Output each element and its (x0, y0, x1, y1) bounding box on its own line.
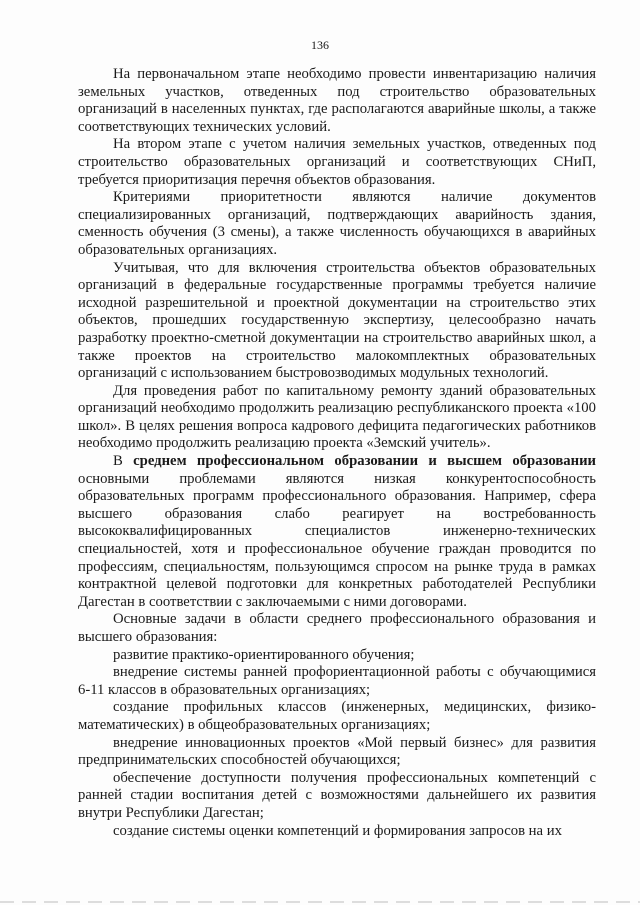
paragraph-federal-programs: Учитывая, что для включения строительства объектов образовательных организаций в федеральные государственные программы требуется наличие исходной разрешительной и проектной документации на строительство этих объектов, прошедших государственную экспертизу, целесообразно начать разработку проектно-сметной документации на строительство аварийных школ, а также проектов на строительство малокомплектных образовательных организаций с использованием быстровозводимых модульных технологий. (78, 259, 596, 382)
paragraph-capital-repair: Для проведения работ по капитальному ремонту зданий образовательных организаций необходимо продолжить реализацию республиканского проекта «100 школ». В целях решения вопроса кадрового дефицита педагогических работников необходимо продолжить реализацию проекта «Земский учитель». (78, 382, 596, 452)
document-body (78, 66, 596, 840)
task-item: создание профильных классов (инженерных, медицинских, физико-математических) в общеобразовательных организациях; (78, 699, 596, 733)
paragraph-bold-term: среднем профессиональном образовании и высшем образовании (133, 453, 597, 470)
paragraph-lead: В (113, 453, 134, 470)
task-item: обеспечение доступности получения профессиональных компетенций с ранней стадии воспитания детей с возможностями дальнейшего их развития внутри Республики Дагестан; (78, 769, 596, 821)
paragraph-second-stage: На втором этапе с учетом наличия земельных участков, отведенных под строительство образовательных организаций и соответствующих СНиП, требуется приоритизация перечня объектов образования. (78, 136, 596, 188)
task-item: создание системы оценки компетенций и формирования запросов на их (113, 822, 562, 839)
scan-edge-divider (0, 901, 640, 903)
paragraph-priority-criteria: Критериями приоритетности являются наличие документов специализированных организаций, подтверждающих аварийность здания, сменность обучения (3 смены), а также численность обучающихся в аварийных образовательных организациях. (78, 189, 596, 258)
page-number: 136 (311, 38, 329, 52)
paragraph-rest: основными проблемами являются низкая конкурентоспособность образовательных программ профессионального образования. Например, сфера высшего образования слабо реагирует на востребованность высококвалифицированных специалистов инженерно-технических специальностей, хотя и профессиональное обучение граждан проводится по профессиям, специальностям, пользующимся спросом на рынке труда в рамках контрактной целевой подготовки для конкретных работодателей Республики Дагестан в соответствии с заключаемыми с ними договорами. (78, 470, 596, 610)
task-item: развитие практико-ориентированного обучения; (113, 646, 415, 663)
task-item: внедрение инновационных проектов «Мой первый бизнес» для развития предпринимательских способностей обучающихся; (78, 734, 596, 769)
paragraph-vocational-education (78, 453, 596, 611)
task-item: внедрение системы ранней профориентационной работы с обучающимися 6-11 классов в образовательных организациях; (78, 664, 596, 698)
paragraph-inventory: На первоначальном этапе необходимо провести инвентаризацию наличия земельных участков, отведенных под строительство образовательных организаций в населенных пунктах, где располагаются аварийные школы, а также соответствующих технических условий. (78, 66, 596, 135)
paragraph-main-tasks: Основные задачи в области среднего профессионального образования и высшего образования: (78, 611, 596, 645)
